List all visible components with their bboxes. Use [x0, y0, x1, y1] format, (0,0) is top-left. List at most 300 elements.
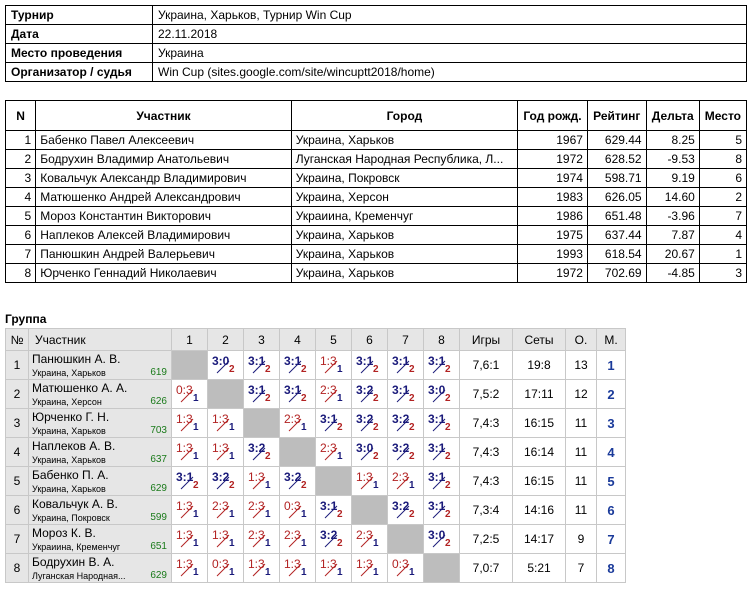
- match-score: 3:1: [320, 499, 338, 513]
- match-points: 1: [265, 567, 271, 578]
- group-place: 1: [597, 351, 626, 380]
- divider-slash-icon: [180, 447, 194, 461]
- match-points: 2: [409, 509, 415, 520]
- participant-year: 1993: [518, 245, 588, 264]
- match-score: 2:3: [392, 470, 409, 484]
- col-delta: Дельта: [646, 101, 699, 131]
- divider-slash-icon: [324, 418, 338, 432]
- divider-slash-icon: [396, 476, 410, 490]
- group-col-opponent: 3: [244, 329, 280, 351]
- participant-name: Наплеков Алексей Владимирович: [36, 226, 292, 245]
- match-result-cell: [424, 351, 460, 380]
- divider-slash-icon: [396, 563, 410, 577]
- group-col-player: Участник: [29, 329, 172, 351]
- info-row: [6, 44, 747, 63]
- divider-slash-icon: [216, 360, 230, 374]
- participant-row: [6, 226, 747, 245]
- tournament-info-table: [5, 5, 747, 82]
- match-score: 3:2: [356, 412, 374, 426]
- match-points: 2: [337, 538, 343, 549]
- match-result-cell: [208, 525, 244, 554]
- participant-place: 6: [699, 169, 746, 188]
- match-result-cell: [244, 438, 280, 467]
- match-points: 2: [409, 422, 415, 433]
- participant-delta: -4.85: [646, 264, 699, 283]
- group-row: [6, 525, 626, 554]
- match-points: 2: [409, 364, 415, 375]
- group-points: 11: [566, 438, 597, 467]
- match-result-cell: [352, 525, 388, 554]
- match-result-cell: [388, 351, 424, 380]
- group-player-rating: 629: [150, 483, 167, 494]
- match-score: 1:3: [248, 557, 265, 571]
- match-result-cell: [316, 554, 352, 583]
- group-place: 2: [597, 380, 626, 409]
- group-player-city: Украина, Харьков: [32, 455, 106, 465]
- match-points: 1: [193, 509, 199, 520]
- divider-slash-icon: [180, 418, 194, 432]
- match-score: 3:1: [428, 470, 446, 484]
- group-row-number: 4: [6, 438, 29, 467]
- match-score: 3:2: [284, 470, 302, 484]
- participant-rating: 651.48: [587, 207, 646, 226]
- group-col-points: О.: [566, 329, 597, 351]
- participant-delta: 8.25: [646, 131, 699, 150]
- match-result-cell: [388, 496, 424, 525]
- divider-slash-icon: [432, 447, 446, 461]
- divider-slash-icon: [432, 418, 446, 432]
- match-result-cell: [352, 409, 388, 438]
- match-score: 1:3: [176, 441, 193, 455]
- self-match-cell: [280, 438, 316, 467]
- group-col-opponent: 2: [208, 329, 244, 351]
- match-points: 1: [373, 567, 379, 578]
- match-result-cell: [208, 496, 244, 525]
- info-row: [6, 63, 747, 82]
- participant-city: Украиина, Кременчуг: [291, 207, 517, 226]
- match-points: 2: [229, 364, 235, 375]
- match-score: 1:3: [248, 470, 265, 484]
- participant-city: Украина, Харьков: [291, 226, 517, 245]
- group-col-place: М.: [597, 329, 626, 351]
- group-games: 7,3:4: [460, 496, 513, 525]
- group-place: 4: [597, 438, 626, 467]
- divider-slash-icon: [180, 534, 194, 548]
- self-match-cell: [352, 496, 388, 525]
- group-points: 7: [566, 554, 597, 583]
- group-points: 9: [566, 525, 597, 554]
- divider-slash-icon: [252, 360, 266, 374]
- group-player-city: Украина, Херсон: [32, 397, 102, 407]
- match-points: 1: [193, 567, 199, 578]
- match-points: 1: [409, 567, 415, 578]
- participant-city: Украина, Харьков: [291, 131, 517, 150]
- participant-n: 5: [6, 207, 36, 226]
- group-place: 6: [597, 496, 626, 525]
- match-result-cell: [424, 380, 460, 409]
- match-score: 0:3: [212, 557, 229, 571]
- group-points: 11: [566, 496, 597, 525]
- divider-slash-icon: [252, 563, 266, 577]
- match-points: 2: [445, 538, 451, 549]
- match-score: 1:3: [320, 557, 337, 571]
- divider-slash-icon: [288, 418, 302, 432]
- group-row: [6, 438, 626, 467]
- group-points: 12: [566, 380, 597, 409]
- match-points: 1: [265, 538, 271, 549]
- group-col-sets: Сеты: [513, 329, 566, 351]
- match-result-cell: [172, 438, 208, 467]
- match-score: 0:3: [392, 557, 409, 571]
- participant-n: 3: [6, 169, 36, 188]
- match-score: 3:2: [392, 499, 410, 513]
- divider-slash-icon: [324, 447, 338, 461]
- participant-rating: 598.71: [587, 169, 646, 188]
- group-col-opponent: 8: [424, 329, 460, 351]
- info-row: [6, 6, 747, 25]
- participant-rating: 618.54: [587, 245, 646, 264]
- self-match-cell: [208, 380, 244, 409]
- match-score: 3:1: [392, 354, 410, 368]
- match-points: 1: [301, 538, 307, 549]
- match-score: 3:2: [392, 441, 410, 455]
- match-score: 1:3: [176, 499, 193, 513]
- divider-slash-icon: [288, 563, 302, 577]
- info-value: 22.11.2018: [153, 25, 747, 44]
- divider-slash-icon: [396, 418, 410, 432]
- divider-slash-icon: [432, 360, 446, 374]
- participants-header-row: [6, 101, 747, 131]
- participant-row: [6, 264, 747, 283]
- match-points: 1: [301, 567, 307, 578]
- self-match-cell: [316, 467, 352, 496]
- match-result-cell: [208, 438, 244, 467]
- group-player-rating: 637: [150, 454, 167, 465]
- participant-name: Матюшенко Андрей Александрович: [36, 188, 292, 207]
- col-year: Год рожд.: [518, 101, 588, 131]
- group-row: [6, 380, 626, 409]
- group-col-games: Игры: [460, 329, 513, 351]
- match-points: 2: [445, 393, 451, 404]
- match-score: 3:2: [320, 528, 338, 542]
- match-points: 1: [193, 422, 199, 433]
- group-title: Группа: [5, 312, 47, 326]
- match-result-cell: [388, 409, 424, 438]
- match-points: 1: [229, 451, 235, 462]
- match-score: 1:3: [212, 412, 229, 426]
- match-result-cell: [352, 438, 388, 467]
- divider-slash-icon: [396, 447, 410, 461]
- group-player-rating: 599: [150, 512, 167, 523]
- match-score: 3:1: [284, 354, 302, 368]
- group-player-city: Луганская Народная...: [32, 571, 126, 581]
- match-score: 3:1: [284, 383, 302, 397]
- match-points: 1: [409, 480, 415, 491]
- match-result-cell: [244, 351, 280, 380]
- match-result-cell: [280, 554, 316, 583]
- match-points: 2: [265, 364, 271, 375]
- participant-row: [6, 207, 747, 226]
- participant-city: Луганская Народная Республика, Л...: [291, 150, 517, 169]
- match-points: 1: [337, 451, 343, 462]
- match-points: 2: [445, 451, 451, 462]
- match-score: 2:3: [320, 441, 337, 455]
- group-col-opponent: 5: [316, 329, 352, 351]
- group-sets: 16:15: [513, 409, 566, 438]
- divider-slash-icon: [288, 505, 302, 519]
- participant-city: Украина, Херсон: [291, 188, 517, 207]
- col-participant: Участник: [36, 101, 292, 131]
- col-n: N: [6, 101, 36, 131]
- divider-slash-icon: [216, 563, 230, 577]
- match-points: 2: [373, 393, 379, 404]
- divider-slash-icon: [360, 563, 374, 577]
- match-score: 3:0: [356, 441, 374, 455]
- participant-row: [6, 131, 747, 150]
- match-points: 2: [373, 422, 379, 433]
- match-score: 3:0: [212, 354, 230, 368]
- group-player-city: Украиина, Кременчуг: [32, 542, 121, 552]
- match-score: 3:1: [248, 383, 266, 397]
- match-score: 2:3: [248, 499, 265, 513]
- match-score: 2:3: [212, 499, 229, 513]
- match-points: 2: [445, 364, 451, 375]
- group-player-name: Панюшкин А. В.: [32, 352, 121, 366]
- group-games: 7,4:3: [460, 438, 513, 467]
- divider-slash-icon: [324, 360, 338, 374]
- match-result-cell: [316, 525, 352, 554]
- participant-n: 1: [6, 131, 36, 150]
- participant-delta: -9.53: [646, 150, 699, 169]
- match-result-cell: [244, 525, 280, 554]
- match-result-cell: [172, 467, 208, 496]
- match-result-cell: [280, 409, 316, 438]
- participant-n: 4: [6, 188, 36, 207]
- group-player-name: Наплеков А. В.: [32, 439, 116, 453]
- participant-rating: 626.05: [587, 188, 646, 207]
- group-row: [6, 554, 626, 583]
- match-score: 1:3: [284, 557, 301, 571]
- match-result-cell: [244, 496, 280, 525]
- match-result-cell: [388, 380, 424, 409]
- match-points: 1: [373, 538, 379, 549]
- participant-name: Ковальчук Александр Владимирович: [36, 169, 292, 188]
- match-result-cell: [244, 467, 280, 496]
- match-score: 2:3: [284, 412, 301, 426]
- group-player-cell: [29, 438, 172, 467]
- group-sets: 16:15: [513, 467, 566, 496]
- match-score: 1:3: [212, 441, 229, 455]
- match-points: 1: [193, 451, 199, 462]
- match-result-cell: [208, 409, 244, 438]
- match-points: 2: [373, 364, 379, 375]
- match-score: 1:3: [176, 557, 193, 571]
- match-result-cell: [424, 525, 460, 554]
- group-sets: 16:14: [513, 438, 566, 467]
- match-result-cell: [280, 351, 316, 380]
- self-match-cell: [424, 554, 460, 583]
- participant-place: 2: [699, 188, 746, 207]
- match-result-cell: [172, 496, 208, 525]
- match-points: 2: [409, 451, 415, 462]
- group-player-city: Украина, Харьков: [32, 484, 106, 494]
- match-points: 2: [337, 509, 343, 520]
- participant-n: 7: [6, 245, 36, 264]
- match-points: 1: [373, 480, 379, 491]
- participant-row: [6, 245, 747, 264]
- match-result-cell: [316, 409, 352, 438]
- participants-table: [5, 100, 747, 283]
- group-sets: 14:16: [513, 496, 566, 525]
- divider-slash-icon: [252, 389, 266, 403]
- info-label: Место проведения: [6, 44, 153, 63]
- match-result-cell: [280, 496, 316, 525]
- group-player-name: Бодрухин В. А.: [32, 555, 115, 569]
- self-match-cell: [388, 525, 424, 554]
- participant-city: Украина, Харьков: [291, 264, 517, 283]
- info-label: Дата: [6, 25, 153, 44]
- group-row-number: 3: [6, 409, 29, 438]
- match-score: 3:2: [356, 383, 374, 397]
- group-place: 3: [597, 409, 626, 438]
- participant-rating: 702.69: [587, 264, 646, 283]
- divider-slash-icon: [360, 360, 374, 374]
- match-score: 2:3: [248, 528, 265, 542]
- group-row-number: 7: [6, 525, 29, 554]
- participant-delta: -3.96: [646, 207, 699, 226]
- match-score: 3:1: [176, 470, 194, 484]
- group-games: 7,0:7: [460, 554, 513, 583]
- divider-slash-icon: [288, 534, 302, 548]
- match-points: 1: [337, 364, 343, 375]
- match-score: 3:0: [428, 383, 446, 397]
- participant-place: 3: [699, 264, 746, 283]
- group-player-cell: [29, 496, 172, 525]
- info-value: Украина, Харьков, Турнир Win Cup: [153, 6, 747, 25]
- participant-year: 1974: [518, 169, 588, 188]
- group-crosstable: [5, 328, 626, 583]
- info-value: Win Cup (sites.google.com/site/wincuptt2018/home): [153, 63, 747, 82]
- match-result-cell: [316, 380, 352, 409]
- match-points: 2: [229, 480, 235, 491]
- match-points: 1: [301, 422, 307, 433]
- group-col-opponent: 6: [352, 329, 388, 351]
- match-result-cell: [424, 467, 460, 496]
- match-points: 2: [409, 393, 415, 404]
- match-score: 0:3: [176, 383, 193, 397]
- match-result-cell: [280, 525, 316, 554]
- match-points: 1: [193, 393, 199, 404]
- self-match-cell: [172, 351, 208, 380]
- match-score: 3:0: [428, 528, 446, 542]
- group-row-number: 8: [6, 554, 29, 583]
- self-match-cell: [244, 409, 280, 438]
- match-result-cell: [280, 380, 316, 409]
- divider-slash-icon: [360, 389, 374, 403]
- group-points: 11: [566, 409, 597, 438]
- match-result-cell: [244, 380, 280, 409]
- group-sets: 5:21: [513, 554, 566, 583]
- match-score: 1:3: [320, 354, 337, 368]
- participant-row: [6, 150, 747, 169]
- participant-year: 1972: [518, 150, 588, 169]
- group-games: 7,2:5: [460, 525, 513, 554]
- match-result-cell: [388, 554, 424, 583]
- group-games: 7,4:3: [460, 409, 513, 438]
- divider-slash-icon: [324, 563, 338, 577]
- match-points: 2: [445, 480, 451, 491]
- match-result-cell: [352, 380, 388, 409]
- match-result-cell: [316, 438, 352, 467]
- divider-slash-icon: [360, 476, 374, 490]
- match-result-cell: [352, 467, 388, 496]
- group-player-cell: [29, 525, 172, 554]
- match-result-cell: [424, 496, 460, 525]
- match-points: 1: [301, 509, 307, 520]
- participant-place: 5: [699, 131, 746, 150]
- participant-year: 1972: [518, 264, 588, 283]
- participant-name: Юрченко Геннадий Николаевич: [36, 264, 292, 283]
- divider-slash-icon: [252, 505, 266, 519]
- group-player-rating: 619: [150, 367, 167, 378]
- match-score: 2:3: [320, 383, 337, 397]
- group-player-name: Матюшенко А. А.: [32, 381, 128, 395]
- group-player-name: Мороз К. В.: [32, 526, 96, 540]
- participant-n: 2: [6, 150, 36, 169]
- match-result-cell: [244, 554, 280, 583]
- group-player-city: Украина, Харьков: [32, 368, 106, 378]
- group-place: 7: [597, 525, 626, 554]
- group-row-number: 2: [6, 380, 29, 409]
- match-points: 1: [337, 393, 343, 404]
- group-row-number: 6: [6, 496, 29, 525]
- group-player-cell: [29, 554, 172, 583]
- participant-year: 1983: [518, 188, 588, 207]
- match-score: 3:1: [320, 412, 338, 426]
- info-row: [6, 25, 747, 44]
- match-result-cell: [352, 351, 388, 380]
- participant-city: Украина, Харьков: [291, 245, 517, 264]
- divider-slash-icon: [324, 534, 338, 548]
- divider-slash-icon: [360, 418, 374, 432]
- info-label: Турнир: [6, 6, 153, 25]
- col-place: Место: [699, 101, 746, 131]
- match-score: 1:3: [356, 557, 373, 571]
- match-score: 3:2: [392, 412, 410, 426]
- match-result-cell: [172, 525, 208, 554]
- match-result-cell: [208, 467, 244, 496]
- group-sets: 17:11: [513, 380, 566, 409]
- group-player-rating: 629: [150, 570, 167, 581]
- divider-slash-icon: [216, 476, 230, 490]
- group-col-opponent: 7: [388, 329, 424, 351]
- match-result-cell: [280, 467, 316, 496]
- match-points: 1: [229, 567, 235, 578]
- participant-n: 8: [6, 264, 36, 283]
- group-player-rating: 703: [150, 425, 167, 436]
- match-score: 2:3: [356, 528, 373, 542]
- match-score: 3:1: [356, 354, 374, 368]
- divider-slash-icon: [180, 476, 194, 490]
- participant-place: 8: [699, 150, 746, 169]
- participant-n: 6: [6, 226, 36, 245]
- match-points: 2: [265, 451, 271, 462]
- group-player-city: Украина, Покровск: [32, 513, 110, 523]
- participant-place: 7: [699, 207, 746, 226]
- match-points: 2: [301, 480, 307, 491]
- participant-rating: 637.44: [587, 226, 646, 245]
- divider-slash-icon: [180, 389, 194, 403]
